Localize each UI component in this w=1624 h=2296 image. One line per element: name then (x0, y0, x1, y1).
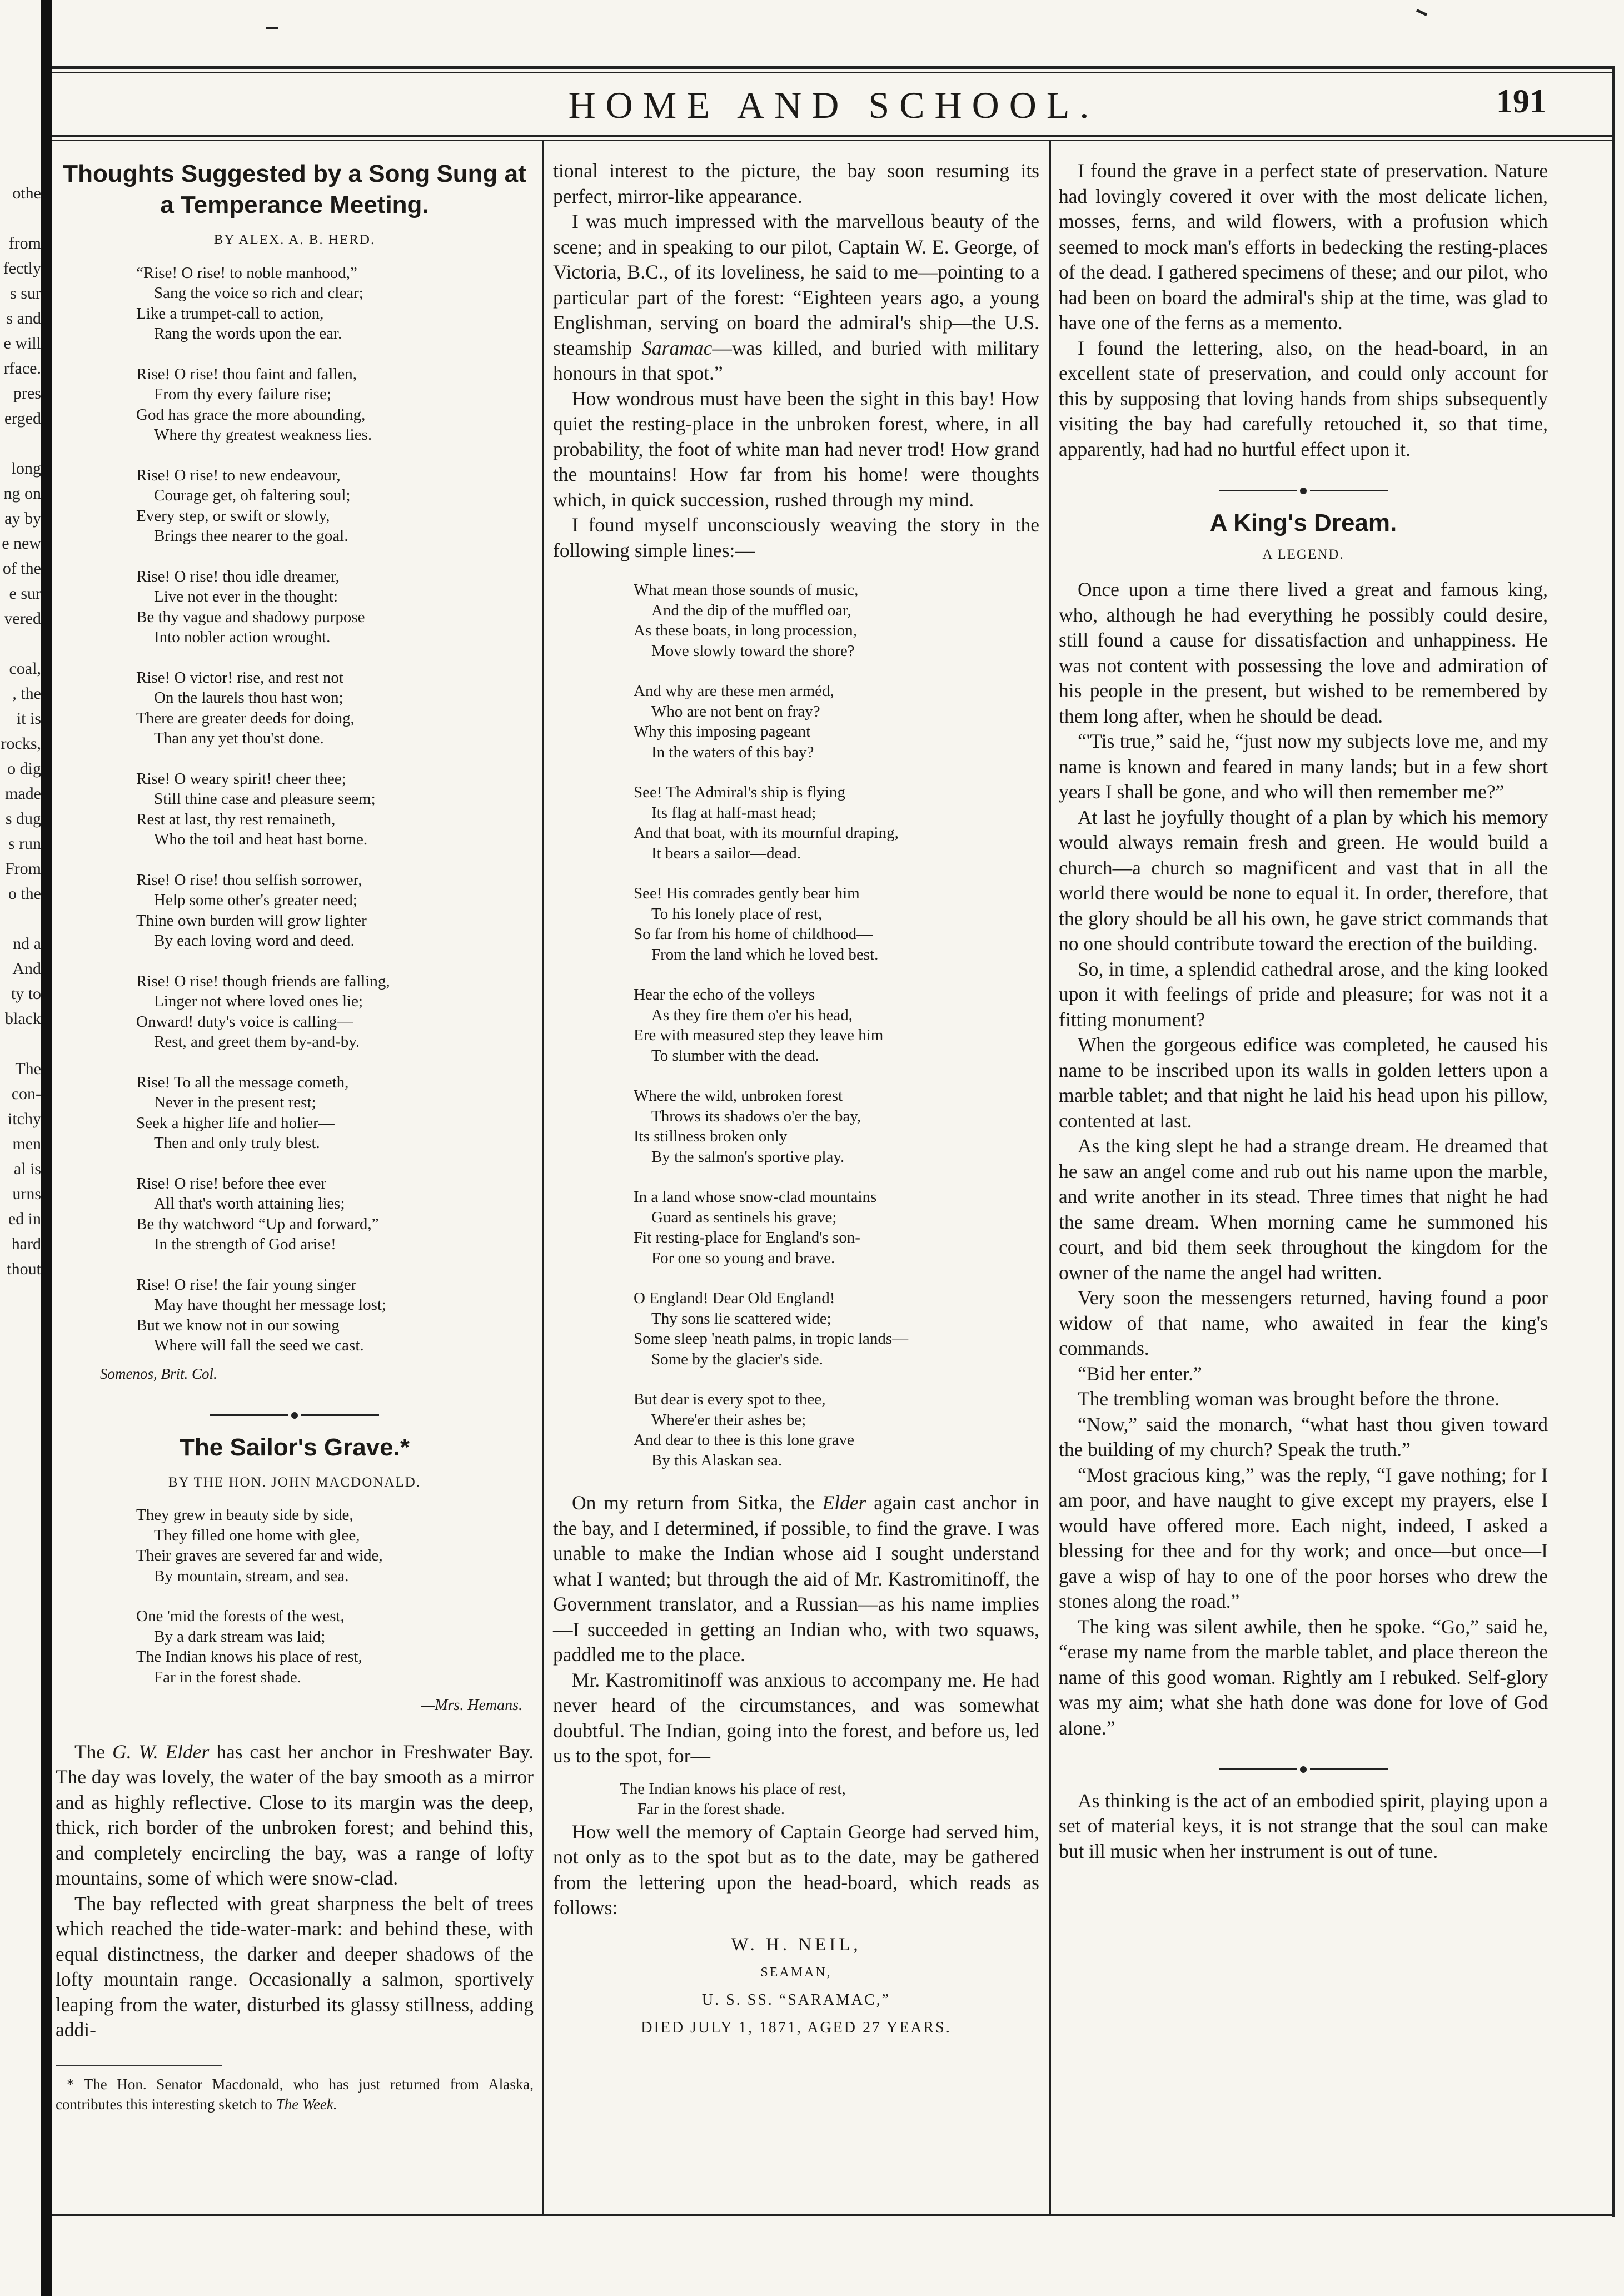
poem-line: Sang the voice so rich and clear; (154, 284, 363, 302)
poem-line: See! The Admiral's ship is flying (634, 783, 845, 801)
poem-line: From the land which he loved best. (651, 945, 879, 963)
poem-line: Rest at last, thy rest remaineth, (136, 810, 336, 828)
poem-line: Rise! O rise! thou idle dreamer, (136, 567, 340, 585)
poem-line: By a dark stream was laid; (154, 1627, 326, 1646)
poem-line: Hear the echo of the volleys (634, 986, 815, 1003)
poem-stanza (136, 364, 522, 445)
article-paragraph: So, in time, a splendid cathedral arose, and the king looked upon it with feelings of pride and pleasure; for was not it a fitting monument? (1059, 957, 1548, 1031)
fragment-line: thout (7, 1260, 41, 1278)
poem-line: Who the toil and heat hast borne. (154, 831, 368, 848)
article-paragraph: “Now,” said the monarch, “what hast thou given toward the building of my church? Speak the truth.” (1059, 1413, 1548, 1460)
head-board-inscription (553, 1931, 1039, 2042)
poem-line: It bears a sailor—dead. (651, 844, 801, 862)
poem-line: There are greater deeds for doing, (136, 709, 355, 727)
fragment-line: nd a (13, 935, 41, 953)
fragment-line: s sur (10, 284, 41, 302)
poem-line: Rise! To all the message cometh, (136, 1073, 349, 1091)
column-rule (1049, 141, 1051, 2214)
poem-stanza (136, 1174, 522, 1255)
poem-line: Be thy watchword “Up and forward,” (136, 1215, 379, 1233)
poem-line: Where thy greatest weakness lies. (154, 426, 372, 444)
article-paragraph: The G. W. Elder has cast her anchor in Freshwater Bay. The day was lovely, the water of the bay smooth as a mirror and as highly reflective. Close to its margin was the deep, thick, rich border of the unbroken forest; and behind this, and completely encircling the bay, was a range of lofty mountains, some of which were snow-clad. (56, 1740, 534, 1889)
poem-stanza (136, 566, 522, 648)
poem-line: Into nobler action wrought. (154, 628, 331, 646)
poem-line: Onward! duty's voice is calling— (136, 1012, 353, 1031)
poem-line: On the laurels thou hast won; (154, 689, 343, 707)
poem-stanza (634, 1389, 1028, 1470)
poem-stanza (634, 681, 1028, 762)
fragment-line: itchy (8, 1110, 41, 1128)
poem-line: In a land whose snow-clad mountains (634, 1188, 877, 1206)
header-rule (52, 135, 1615, 137)
fragment-line: pres (13, 384, 41, 402)
print-mark (266, 27, 278, 29)
poem (136, 1505, 522, 1687)
poem-signature: Somenos, Brit. Col. (100, 1365, 217, 1382)
poem-line: By the salmon's sportive play. (651, 1147, 845, 1166)
fragment-line: black (5, 1010, 41, 1028)
poem-line: But we know not in our sowing (136, 1316, 340, 1334)
column-rule (542, 141, 544, 2214)
poem-line: Who are not bent on fray? (651, 702, 820, 720)
fragment-line: From (4, 859, 41, 878)
inscription-line: W. H. NEIL, (731, 1934, 861, 1955)
frame-rule (52, 2214, 1615, 2216)
fragment-line: coal, (9, 659, 41, 678)
page-binding-edge (41, 0, 52, 2296)
frame-rule (1612, 66, 1615, 2217)
poem-line: And the dip of the muffled oar, (651, 601, 851, 619)
poem-line: Rise! O rise! to new endeavour, (136, 466, 341, 484)
poem-line: Like a trumpet-call to action, (136, 304, 324, 322)
fragment-line: al is (13, 1160, 41, 1178)
fragment-line (0, 631, 41, 656)
fragment-line: s dug (5, 809, 41, 828)
fragment-line: And (12, 960, 41, 978)
poem-line: Thy sons lie scattered wide; (651, 1309, 831, 1328)
poem-stanza (136, 668, 522, 749)
poem-line: Brings thee nearer to the goal. (154, 527, 348, 545)
poem-line: Their graves are severed far and wide, (136, 1547, 383, 1564)
poem-line: Some by the glacier's side. (651, 1350, 823, 1368)
fragment-line: vered (4, 609, 41, 628)
poem-stanza (136, 263, 522, 344)
poem-line: Where the wild, unbroken forest (634, 1087, 843, 1105)
poem-line: God has grace the more abounding, (136, 405, 366, 424)
fragment-line (0, 1031, 41, 1056)
poem-line: They grew in beauty side by side, (136, 1506, 353, 1524)
inscription-line: SEAMAN, (760, 1965, 832, 1980)
article-paragraph: I found myself unconsciously weaving the story in the following simple lines:— (553, 514, 1039, 561)
fragment-line (0, 206, 41, 231)
fragment-line: s run (8, 834, 41, 853)
fragment-line: long (11, 459, 41, 478)
poem-line: Rang the words upon the ear. (154, 325, 342, 342)
poem-line: Still thine case and pleasure seem; (154, 790, 376, 808)
page-number: 191 (1496, 83, 1546, 120)
poem-line: Ere with measured step they leave him (634, 1026, 884, 1044)
poem-line: See! His comrades gently bear him (634, 884, 860, 902)
poem-line: And that boat, with its mournful draping, (634, 824, 899, 842)
poem-stanza (634, 1288, 1028, 1369)
poem-line: Far in the forest shade. (637, 1800, 785, 1818)
poem-line: Throws its shadows o'er the bay, (651, 1107, 861, 1125)
article-paragraph: Very soon the messengers returned, having found a poor widow of that name, who awaited in fear the king's commands. (1059, 1286, 1548, 1359)
article-byline: BY THE HON. JOHN MACDONALD. (168, 1474, 421, 1490)
poem-line: Move slowly toward the shore? (651, 642, 855, 660)
article-byline: BY ALEX. A. B. HERD. (213, 232, 376, 247)
poem-line: Why this imposing pageant (634, 723, 811, 741)
article-paragraph: At last he joyfully thought of a plan by which his memory would always remain fresh and green. He would build a church—a church so magnificent and vast that in all the world there would be none to equal it. In order, therefore, that the glory should be all his own, he gave strict commands that no one should contribute toward the erection of the building. (1059, 806, 1548, 955)
fragment-line: othe (12, 184, 41, 202)
article-subtitle: A LEGEND. (1262, 546, 1344, 562)
poem-line: May have thought her message lost; (154, 1296, 386, 1314)
footnote: * The Hon. Senator Macdonald, who has just returned from Alaska, contributes this interesting sketch to The Week. (56, 2075, 534, 2113)
poem-line: One 'mid the forests of the west, (136, 1607, 345, 1625)
poem-line: Rise! O victor! rise, and rest not (136, 668, 343, 687)
fragment-line: hard (11, 1235, 41, 1253)
article-paragraph: The trembling woman was brought before the throne. (1078, 1388, 1500, 1410)
fragment-line: from (8, 234, 41, 252)
fragment-line: ed in (8, 1210, 41, 1228)
poem-line: The Indian knows his place of rest, (620, 1780, 846, 1798)
header-rule (52, 66, 1615, 69)
poem-line: Rise! O rise! though friends are falling, (136, 972, 390, 990)
poem-line: By each loving word and deed. (154, 932, 355, 950)
fragment-line: made (5, 784, 41, 803)
article-title: A King's Dream. (1209, 509, 1397, 536)
poem (634, 580, 1028, 1470)
poem-line: By mountain, stream, and sea. (154, 1567, 349, 1585)
inscription-line: DIED JULY 1, 1871, AGED 27 YEARS. (641, 2019, 952, 2036)
column-2 (553, 158, 1039, 2042)
poem-line: Where will fall the seed we cast. (154, 1336, 364, 1354)
fragment-line: con- (11, 1085, 41, 1103)
poem-quote (620, 1779, 1028, 1820)
poem-line: Its stillness broken only (634, 1127, 788, 1145)
article-paragraph: I found the grave in a perfect state of preservation. Nature had lovingly covered it over with the most delicate lichen, mosses, ferns, and wild flowers, with a profusion which seemed to mock man's efforts in bedecking the resting-places of the dead. I gathered specimens of these; and our pilot, who had been on board the admiral's ship at the time, was glad to have one of the ferns as a memento. (1059, 160, 1548, 334)
poem-signature: —Mrs. Hemans. (421, 1697, 522, 1714)
poem-stanza (136, 1275, 522, 1356)
poem-line: To his lonely place of rest, (651, 905, 823, 923)
poem-stanza (634, 580, 1028, 661)
article-paragraph: Once upon a time there lived a great and famous king, who, although he had everything he possibly could desire, still found a cause for dissatisfaction and unhappiness. He was not content with possessing the love and admiration of his people in the present, but wished to be remembered by them long after, when he should be dead. (1059, 578, 1548, 727)
fragment-line (0, 431, 41, 456)
poem-line: Its flag at half-mast head; (651, 803, 816, 822)
poem-line: Some sleep 'neath palms, in tropic lands— (634, 1330, 909, 1348)
fragment-line: o dig (7, 759, 41, 778)
fragment-line: it is (16, 709, 41, 728)
column-1 (56, 158, 534, 2114)
column-3 (1059, 158, 1548, 1864)
poem-line: Rise! O rise! before thee ever (136, 1174, 327, 1192)
fragment-line: The (15, 1060, 41, 1078)
article-title: The Sailor's Grave.* (180, 1433, 410, 1461)
poem-line: As they fire them o'er his head, (651, 1006, 853, 1024)
poem-line: All that's worth attaining lies; (154, 1195, 345, 1212)
poem-line: Help some other's greater need; (154, 891, 357, 909)
poem-line: For one so young and brave. (651, 1249, 835, 1267)
poem-line: Then and only truly blest. (154, 1134, 320, 1152)
article-paragraph: As the king slept he had a strange dream. He dreamed that he saw an angel come and rub out his name upon the marble, and write another in its stead. Three times that night he had the same dream. When morning came he summoned his court, and bid them seek throughout the kingdom for the owner of the name the angel had written. (1059, 1135, 1548, 1284)
fragment-line: e will (3, 334, 41, 352)
poem-line: Far in the forest shade. (154, 1668, 301, 1686)
poem-line: Rise! O rise! thou selfish sorrower, (136, 871, 362, 889)
article-title: Thoughts Suggested by a Song Sung at a Temperance Meeting. (63, 160, 526, 218)
poem-line: They filled one home with glee, (154, 1526, 360, 1544)
fragment-line: of the (2, 559, 41, 578)
poem-line: Never in the present rest; (154, 1094, 316, 1111)
article-paragraph: “'Tis true,” said he, “just now my subjects love me, and my name is known and feared in many lands; but in a few short years I shall be gone, and who will then remember me?” (1059, 730, 1548, 803)
poem-stanza (136, 769, 522, 850)
poem (136, 263, 522, 1356)
poem-stanza (136, 1505, 522, 1586)
poem-line: Rise! O weary spirit! cheer thee; (136, 769, 346, 788)
poem-line: But dear is every spot to thee, (634, 1390, 826, 1408)
article-paragraph: When the gorgeous edifice was completed, he caused his name to be inscribed upon its walls in golden letters upon a marble tablet; and that night he laid his head upon his pillow, contented at last. (1059, 1033, 1548, 1132)
poem-stanza (634, 883, 1028, 965)
poem-stanza (136, 465, 522, 546)
fragment-line: rface. (3, 359, 41, 377)
article-paragraph: I was much impressed with the marvellous beauty of the scene; and in speaking to our pilot, Captain W. E. George, of Victoria, B.C., of its loveliness, he said to me—pointing to a particular part of the forest: “Eighteen years ago, a young Englishman, serving on board the admiral's ship—the U.S. steamship Saramac—was killed, and buried with military honours in that spot.” (553, 210, 1039, 384)
poem-line: To slumber with the dead. (651, 1046, 819, 1065)
article-paragraph: How well the memory of Captain George had served him, not only as to the spot but as to the date, may be gathered from the lettering upon the head-board, which reads as follows: (553, 1820, 1039, 1919)
poem-line: Rise! O rise! thou faint and fallen, (136, 365, 357, 383)
poem-line: Rise! O rise! the fair young singer (136, 1275, 357, 1294)
poem-stanza (634, 985, 1028, 1066)
poem-stanza (634, 1086, 1028, 1167)
fragment-line: o the (8, 884, 41, 903)
poem-line: As these boats, in long procession, (634, 622, 857, 639)
poem-line: And dear to thee is this lone grave (634, 1431, 855, 1449)
header-rule (52, 140, 1615, 141)
poem-line: Rest, and greet them by-and-by. (154, 1033, 360, 1051)
fragment-line: ty to (11, 985, 41, 1003)
fragment-line: e new (2, 534, 41, 553)
section-divider (1059, 1755, 1548, 1781)
fragment-line: , the (12, 684, 41, 703)
poem-stanza (136, 1606, 522, 1687)
poem-line: Linger not where loved ones lie; (154, 992, 363, 1010)
poem-line: Guard as sentinels his grave; (651, 1208, 837, 1226)
fragment-line: erged (4, 409, 41, 428)
article-paragraph: On my return from Sitka, the Elder again cast anchor in the bay, and I determined, if possible, to find the grave. I was unable to make the Indian whose aid I sought understand what I wanted; but through the aid of Mr. Kastromitinoff, the Government translator, and a Russian—as his name implies—I succeeded in getting an Indian who, with two squaws, paddled me to the place. (553, 1492, 1039, 1666)
article-paragraph: How wondrous must have been the sight in this bay! How quiet the resting-place in the unbroken forest, where, in all probability, the foot of white man had never trod! How grand the mountains! How far from his home! were thoughts which, in quick succession, rushed through my mind. (553, 387, 1039, 511)
article-body (1059, 577, 1548, 1741)
poem-line: In the strength of God arise! (154, 1235, 336, 1253)
poem-stanza (634, 1187, 1028, 1268)
article-paragraph: “Bid her enter.” (1078, 1362, 1202, 1385)
poem-line: Courage get, oh faltering soul; (154, 486, 351, 504)
poem-line: “Rise! O rise! to noble manhood,” (136, 264, 357, 282)
section-divider (1059, 476, 1548, 502)
fragment-line: ng on (3, 484, 41, 503)
article-paragraph: I found the lettering, also, on the head-board, in an excellent state of preservation, and could only account for this by supposing that loving hands from ships subsequently visiting the bay had carefully retouched it, so that time, apparently, had had no hurtful effect upon it. (1059, 336, 1548, 460)
article-paragraph: The king was silent awhile, then he spoke. “Go,” said he, “erase my name from the marble tablet, and place thereon the name of this good woman. Rightly am I rebuked. Self-glory was my aim; what she hath done was done for love of God alone.” (1059, 1615, 1548, 1739)
poem-line: Where'er their ashes be; (651, 1410, 806, 1429)
poem-line: Than any yet thou'st done. (154, 729, 324, 747)
fragment-line: urns (12, 1185, 41, 1203)
poem-stanza (136, 870, 522, 951)
fragment-line: s and (6, 309, 41, 327)
poem-line: Thine own burden will grow lighter (136, 911, 367, 930)
poem-stanza (136, 1072, 522, 1154)
poem-line: Live not ever in the thought: (154, 588, 338, 605)
poem-stanza (136, 971, 522, 1052)
poem-stanza (634, 782, 1028, 863)
print-mark (1416, 9, 1427, 16)
fragment-line: fectly (3, 259, 41, 277)
masthead-title: HOME AND SCHOOL. (568, 84, 1099, 126)
article-paragraph: The bay reflected with great sharpness the belt of trees which reached the tide-water-mark: and behind these, with equal distinctness, the darker and deeper shadows of the lofty mountain range. Occasionally a salmon, sportively leaping from the water, disturbed its glassy stillness, adding addi- (56, 1892, 534, 2041)
poem-line: Seek a higher life and holier— (136, 1114, 335, 1132)
fragment-line: e sur (9, 584, 41, 603)
footnote-rule (56, 2065, 222, 2066)
fragment-line (0, 906, 41, 931)
fragment-line: men (12, 1135, 41, 1153)
poem-line: From thy every failure rise; (154, 385, 331, 403)
poem-line: In the waters of this bay? (651, 743, 814, 761)
poem-line: And why are these men arméd, (634, 682, 834, 700)
header-rule (52, 72, 1615, 73)
poem-line: Every step, or swift or slowly, (136, 506, 330, 525)
poem-line: O England! Dear Old England! (634, 1289, 835, 1307)
closing-paragraph: As thinking is the act of an embodied spirit, playing upon a set of material keys, it is not strange that the soul can make but ill music when her instrument is out of tune. (1059, 1789, 1548, 1862)
poem-line: The Indian knows his place of rest, (136, 1648, 362, 1666)
poem-line: What mean those sounds of music, (634, 581, 859, 599)
poem-line: Be thy vague and shadowy purpose (136, 608, 365, 626)
article-paragraph: tional interest to the picture, the bay soon resuming its perfect, mirror-like appearance. (553, 160, 1039, 207)
fragment-line: rocks, (1, 734, 41, 753)
article-paragraph: “Most gracious king,” was the reply, “I gave nothing; for I am poor, and have naught to give except my prayers, else I would have offered more. Each night, indeed, I asked a blessing for thee and for thy work; and once—but once—I gave a wisp of hay to one of the poor horses who drew the stones along the road.” (1059, 1463, 1548, 1612)
article-paragraph: Mr. Kastromitinoff was anxious to accompany me. He had never heard of the circumstances, and was somewhat doubtful. The Indian, going into the forest, and before us, led us to the spot, for— (553, 1668, 1039, 1767)
fragment-line: ay by (4, 509, 41, 528)
poem-line: By this Alaskan sea. (651, 1451, 783, 1469)
section-divider (56, 1401, 534, 1427)
poem-line: So far from his home of childhood— (634, 925, 873, 943)
poem-line: Fit resting-place for England's son- (634, 1229, 860, 1246)
adjacent-page-fragments (0, 181, 41, 1281)
inscription-line: U. S. SS. “SARAMAC,” (701, 1991, 891, 2009)
